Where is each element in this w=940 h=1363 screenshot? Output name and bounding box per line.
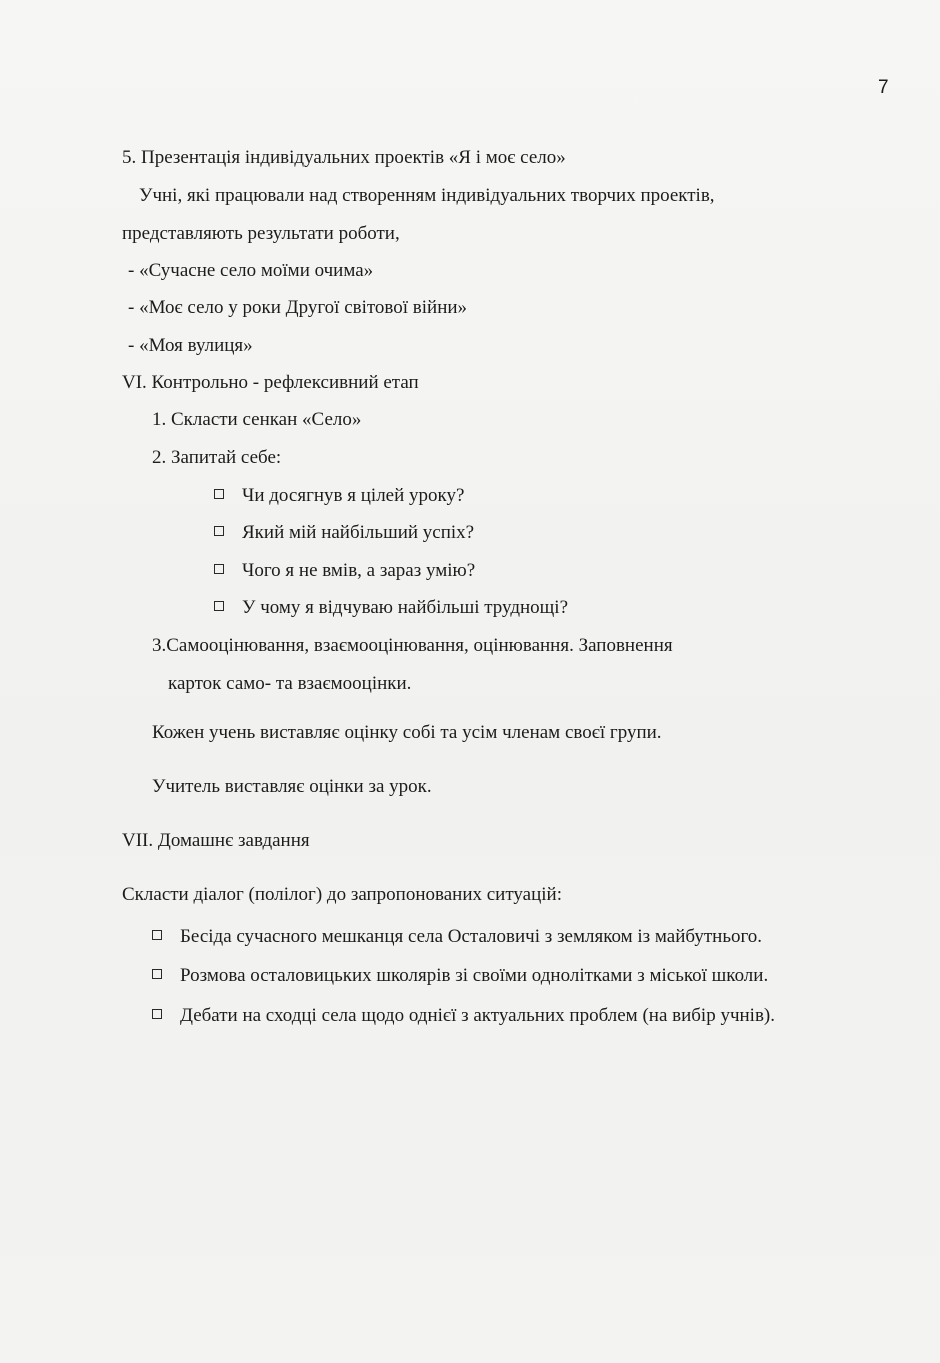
situation-text: Дебати на сходці села щодо однієї з актуальних проблем (на вибір учнів). (180, 1005, 776, 1026)
situation-item (152, 1004, 775, 1028)
question-text: У чому я відчуваю найбільші труднощі? (242, 597, 569, 618)
step2: 2. Запитай себе: (152, 447, 282, 468)
situation-text: Бесіда сучасного мешканця села Осталовичі з земляком із майбутнього. (180, 926, 763, 947)
step1: 1. Скласти сенкан «Село» (152, 409, 362, 430)
checkbox-square-icon (214, 489, 224, 499)
checkbox-square-icon (214, 526, 224, 536)
section5-intro-line1: Учні, які працювали над створенням індивідуальних творчих проектів, (139, 185, 715, 206)
checkbox-square-icon (214, 601, 224, 611)
question-text: Чи досягнув я цілей уроку? (242, 485, 465, 506)
question-item (214, 484, 464, 508)
checkbox-square-icon (214, 564, 224, 574)
question-item (214, 596, 568, 620)
checkbox-square-icon (152, 930, 162, 940)
note-students: Кожен учень виставляє оцінку собі та усім членам своєї групи. (152, 722, 662, 743)
project-item: - «Моя вулиця» (128, 335, 253, 356)
situation-item (152, 964, 768, 988)
project-item: - «Моє село у роки Другої світової війни» (128, 297, 468, 318)
question-text: Чого я не вмів, а зараз умію? (242, 560, 476, 581)
question-item (214, 521, 474, 545)
section7-heading: VII. Домашнє завдання (122, 830, 310, 851)
situation-item (152, 925, 762, 949)
homework-task: Скласти діалог (полілог) до запропонованих ситуацій: (122, 884, 562, 905)
section6-heading: VI. Контрольно - рефлексивний етап (122, 372, 419, 393)
question-item (214, 559, 475, 583)
checkbox-square-icon (152, 1009, 162, 1019)
step3-line1: 3.Самооцінювання, взаємооцінювання, оцінювання. Заповнення (152, 635, 673, 656)
section5-heading: 5. Презентація індивідуальних проектів «Я і моє село» (122, 147, 566, 168)
note-teacher: Учитель виставляє оцінки за урок. (152, 776, 432, 797)
project-item: - «Сучасне село моїми очима» (128, 260, 374, 281)
step3-line2: карток само- та взаємооцінки. (168, 673, 412, 694)
section5-intro-line2: представляють результати роботи, (122, 223, 400, 244)
checkbox-square-icon (152, 969, 162, 979)
page-number: 7 (878, 77, 889, 98)
question-text: Який мій найбільший успіх? (242, 522, 475, 543)
situation-text: Розмова осталовицьких школярів зі своїми однолітками з міської школи. (180, 965, 769, 986)
